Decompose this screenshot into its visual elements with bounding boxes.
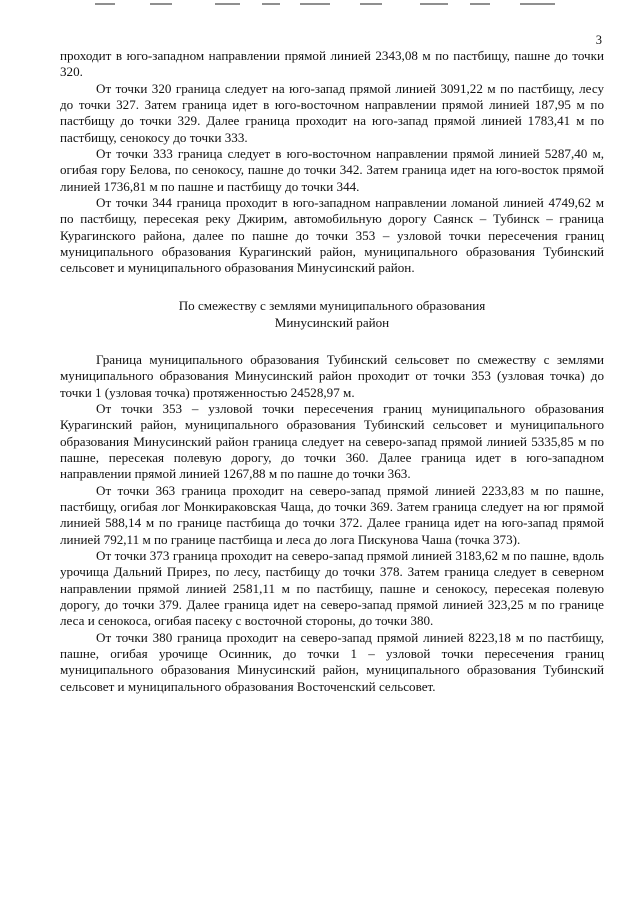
paragraph: От точки 353 – узловой точки пересечения границ муниципального образования Курагинский район, муниципального образования Тубинский сельсовет и муниципального образования Минусинский район граница следует на северо-запад прямой линией 5335,85 м по пашне, пересекая полевую дорогу, до точки 360. Далее граница идет в юго-западном направлении прямой линией 1267,88 м по пашне до точки 363.	[60, 400, 604, 482]
page-number: 3	[595, 33, 602, 47]
scan-edge-artifact	[0, 0, 640, 8]
section-heading-line-1: По смежеству с землями муниципального образования	[178, 297, 486, 313]
paragraph: От точки 363 граница проходит на северо-запад прямой линией 2233,83 м по пашне, пастбищу, огибая лог Монкираковская Чаща, до точки 369. Затем граница следует на юг прямой линией 588,14 м по границе пастбища до точки 372. Далее граница идет на юго-запад прямой линией 792,11 м по границе пастбища и леса до лога Пискунова Чаша (точка 373).	[60, 482, 604, 547]
paragraph: От точки 333 граница следует в юго-восточном направлении прямой линией 5287,40 м, огибая гору Белова, по сенокосу, пашне до точки 342. Затем граница идет на юго-восток прямой линией 1736,81 м по пашне и пастбищу до точки 344.	[60, 146, 604, 194]
paragraph: От точки 344 граница проходит в юго-западном направлении ломаной линией 4749,62 м по пастбищу, пересекая реку Джирим, автомобильную дорогу Саянск – Тубинск – граница Курагинского района, далее по пашне до точки 353 – узловой точки пересечения границ муниципального образования Курагинский район, муниципального образования Тубинский сельсовет и муниципального образования Минусинский район.	[60, 195, 604, 276]
section-heading	[60, 297, 604, 331]
document-body	[60, 48, 604, 695]
paragraph: Граница муниципального образования Тубинский сельсовет по смежеству с землями муниципального образования Минусинский район проходит от точки 353 (узловая точка) до точки 1 (узловая точка) протяженностью 24528,97 м.	[60, 351, 604, 400]
paragraph: проходит в юго-западном направлении прямой линией 2343,08 м по пастбищу, пашне до точки 320.	[60, 48, 604, 80]
paragraph: От точки 320 граница следует на юго-запад прямой линией 3091,22 м по пастбищу, лесу до точки 327. Затем граница идет в юго-восточном направлении прямой линией 187,95 м по пастбищу до точки 329. Далее граница проходит на юго-запад прямой линией 1783,41 м по пастбищу, сенокосу до точки 333.	[60, 80, 604, 145]
paragraph: От точки 373 граница проходит на северо-запад прямой линией 3183,62 м по пашне, вдоль урочища Дальний Прирез, по лесу, пастбищу до точки 378. Затем граница следует в северном направлении прямой линией 2581,11 м по пастбищу, пашне и сенокосу, пересекая полевую дорогу, до точки 379. Далее граница идет на северо-запад прямой линией 323,25 м по границе леса и сенокоса, огибая пасеку с восточной стороны, до точки 380.	[60, 547, 604, 629]
section-heading-line-2: Минусинский район	[274, 314, 390, 330]
paragraph: От точки 380 граница проходит на северо-запад прямой линией 8223,18 м по пастбищу, пашне, огибая урочище Осинник, до точки 1 – узловой точки пересечения границ муниципального образования Минусинский район, муниципального образования Тубинский сельсовет и муниципального образования Восточенский сельсовет.	[60, 629, 604, 694]
